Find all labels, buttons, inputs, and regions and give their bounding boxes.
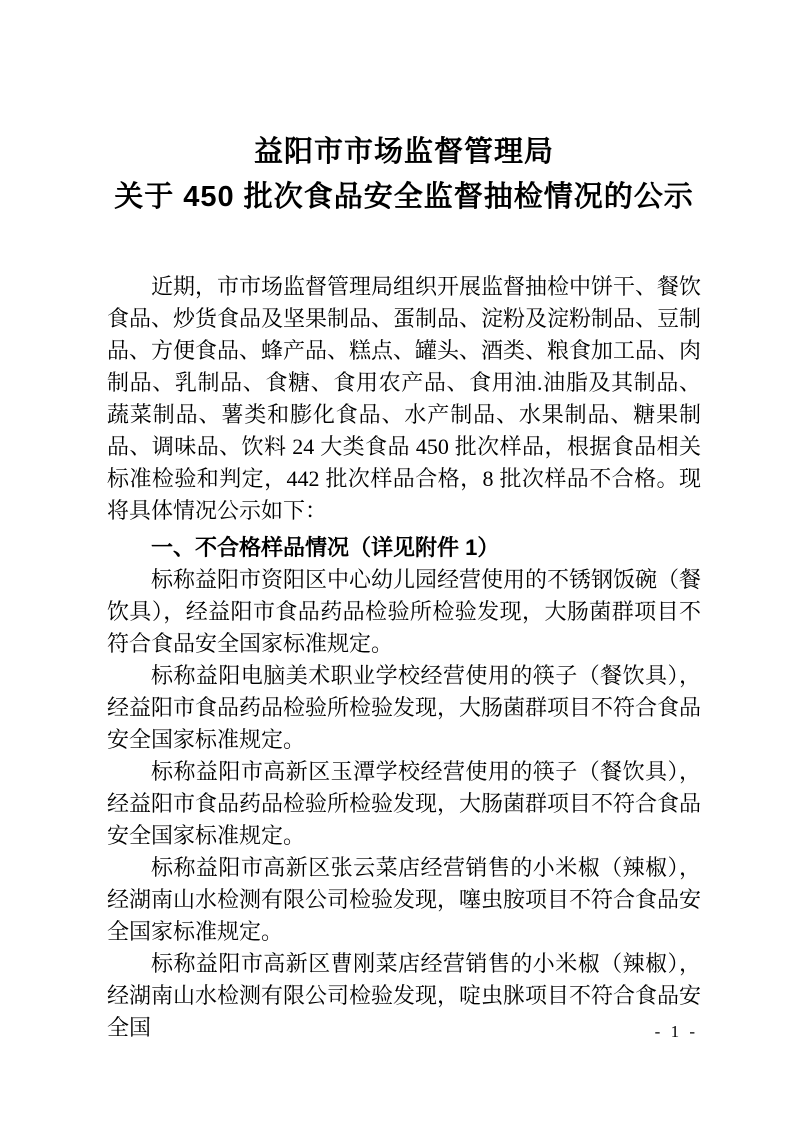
paragraph-item-2: 标称益阳电脑美术职业学校经营使用的筷子（餐饮具），经益阳市食品药品检验所检验发现，大肠菌群项目不符合食品安全国家标准规定。 — [107, 663, 702, 752]
paragraph-item-1: 标称益阳市资阳区中心幼儿园经营使用的不锈钢饭碗（餐饮具），经益阳市食品药品检验所检验发现，大肠菌群项目不符合食品安全国家标准规定。 — [107, 567, 702, 656]
page-number: - 1 - — [654, 1022, 698, 1041]
paragraph-intro: 近期，市市场监督管理局组织开展监督抽检中饼干、餐饮食品、炒货食品及坚果制品、蛋制品、淀粉及淀粉制品、豆制品、方便食品、蜂产品、糕点、罐头、酒类、粮食加工品、肉制品、乳制品、食糖、食用农产品、食用油.油脂及其制品、蔬菜制品、薯类和膨化食品、水产制品、水果制品、糖果制品、调味品、饮料 24 大类食品 450 批次样品，根据食品相关标准检验和判定，442 批次样品合格，8 批次样品不合格。现将具体情况公示如下： — [107, 274, 702, 523]
paragraph-item-4: 标称益阳市高新区张云菜店经营销售的小米椒（辣椒），经湖南山水检测有限公司检验发现，噻虫胺项目不符合食品安全国家标准规定。 — [107, 855, 702, 944]
section-heading-noncompliant-samples: 一、不合格样品情况（详见附件 1） — [151, 535, 500, 560]
paragraph-item-5: 标称益阳市高新区曹刚菜店经营销售的小米椒（辣椒），经湖南山水检测有限公司检验发现，啶虫脒项目不符合食品安全国 — [107, 951, 702, 1040]
paragraph-item-3: 标称益阳市高新区玉潭学校经营使用的筷子（餐饮具），经益阳市食品药品检验所检验发现，大肠菌群项目不符合食品安全国家标准规定。 — [107, 759, 702, 848]
document-title — [107, 130, 701, 220]
title-line-2: 关于 450 批次食品安全监督抽检情况的公示 — [114, 181, 694, 213]
document-body — [107, 271, 701, 1044]
title-line-1: 益阳市市场监督管理局 — [253, 136, 554, 168]
